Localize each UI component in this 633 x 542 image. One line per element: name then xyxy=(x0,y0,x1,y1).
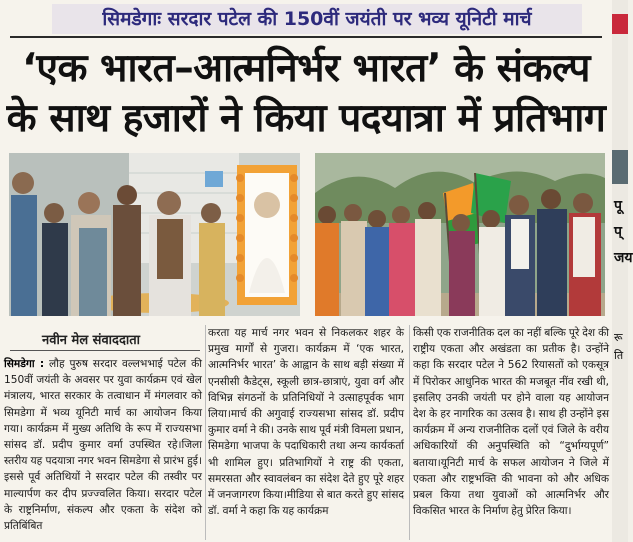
column-divider-2 xyxy=(409,325,410,540)
adjacent-page-fragment xyxy=(612,0,633,542)
article-column-1 xyxy=(4,356,202,534)
adjacent-text-char: ति xyxy=(614,349,624,362)
article-column-2 xyxy=(208,325,404,519)
photo-tribute-ceremony xyxy=(9,153,300,316)
photo-unity-march xyxy=(315,153,605,316)
column-2-text: करता यह मार्च नगर भवन से निकलकर शहर के प्रमुख मार्गों से गुजरा। कार्यक्रम में ‘एक भारत, आत्मनिर्भर भारत’ के आह्वान के साथ बड़ी संख्या में एनसीसी कैडेट्स, स्कूली छात्र-छात्राएं, युवा वर्ग और विभिन्न संगठनों के प्रतिनिधियों ने उत्साहपूर्वक भाग लिया।मार्च की अगुवाई राज्यसभा सांसद डॉ. प्रदीप कुमार वर्मा ने की। उनके साथ पूर्व मंत्री विमला प्रधान, सिमडेगा भाजपा के पदाधिकारी तथा अन्य कार्यकर्ता भी शामिल हुए। प्रतिभागियों ने राष्ट्र की एकता, समरसता और स्वावलंबन का संदेश देते हुए पूरे शहर में जनजागरण किया।मीडिया से बात करते हुए सांसद डॉ. वर्मा ने कहा कि यह कार्यक्रम xyxy=(208,327,404,518)
adjacent-red-block xyxy=(612,14,628,34)
column-3-text: किसी एक राजनीतिक दल का नहीं बल्कि पूरे देश की राष्ट्रीय एकता और अखंडता का प्रतीक है। उन्होंने कहा कि सरदार पटेल ने 562 रियासतों को एकसूत्र में पिरोकर आधुनिक भारत की मजबूत नींव रखी थी, इसलिए उनकी जयंती पर होने वाला यह आयोजन देश के हर नागरिक का उत्सव है। साथ ही उन्होंने इस कार्यक्रम में अन्य राजनीतिक दलों एवं जिले के वरीय अधिकारियों की अनुपस्थिति को “दुर्भाग्यपूर्ण” बताया।यूनिटी मार्च के सफल आयोजन ने जिले में एकता और राष्ट्रभक्ति की भावना को और अधिक प्रबल किया तथा युवाओं को आत्मनिर्भर और विकसित भारत के निर्माण हेतु प्रेरित किया। xyxy=(413,327,609,518)
adjacent-text-char: जय xyxy=(614,250,633,266)
article-column-3 xyxy=(413,325,609,519)
headline-line-1: ‘एक भारत–आत्मनिर्भर भारत’ के संकल्प xyxy=(22,46,590,91)
headline-line-2: के साथ हजारों ने किया पदयात्रा में प्रतिभाग xyxy=(6,96,606,141)
adjacent-text-char: प् xyxy=(614,224,622,240)
kicker-strap: सिमडेगाः सरदार पटेल की 150वीं जयंती पर भव्य यूनिटी मार्च xyxy=(52,4,582,34)
byline-divider xyxy=(10,350,200,351)
adjacent-text-char: रू xyxy=(614,331,623,344)
kicker-divider xyxy=(10,36,602,38)
column-divider-1 xyxy=(205,325,206,540)
column-1-text: लौह पुरुष सरदार वल्लभभाई पटेल की 150वीं जयंती के अवसर पर युवा कार्यक्रम एवं खेल मंत्रालय, भारत सरकार के तत्वाधान में मंगलवार को सिमडेगा में भव्य यूनिटी मार्च का आयोजन किया गया। कार्यक्रम में मुख्य अतिथि के रूप में राज्यसभा सांसद डॉ. प्रदीप कुमार वर्मा उपस्थित रहे।जिला स्तरीय यह पदयात्रा नगर भवन सिमडेगा से प्रारंभ हुई।इससे पूर्व अतिथियों ने सरदार पटेल की तस्वीर पर माल्यार्पण कर दीप प्रज्ज्वलित किया। सरदार पटेल के राष्ट्रनिर्माण, संकल्प और एकता के संदेश को प्रतिबिंबित xyxy=(4,358,203,533)
dateline: सिमडेगा : xyxy=(4,358,45,370)
byline: नवीन मेल संवाददाता xyxy=(42,333,140,348)
adjacent-photo-fragment xyxy=(612,150,628,184)
adjacent-text-char: पू xyxy=(614,198,622,214)
